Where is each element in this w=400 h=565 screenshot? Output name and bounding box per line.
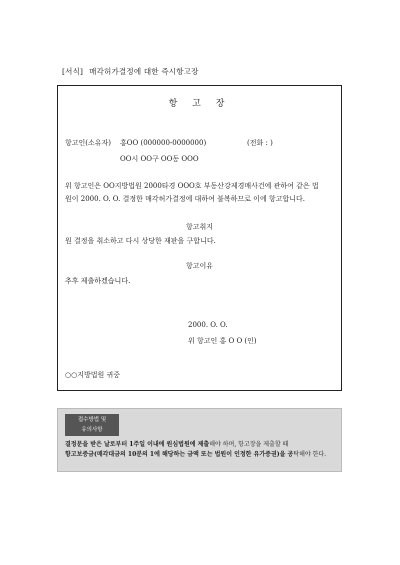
- notice-label: [65, 414, 119, 436]
- notice-text: [65, 440, 337, 460]
- paragraph-line-2: 원이 2000. O. O. 결정한 매각허가결정에 대하여 불복하므로 이에 항고합니다.: [65, 195, 305, 203]
- court-addressee: ○○지방법원 귀중: [65, 371, 121, 379]
- purpose-heading: 항고취지: [185, 223, 214, 231]
- form-title: 항 고 장: [168, 99, 231, 109]
- appellant-address: OO시 OO구 OO동 OOO: [120, 155, 199, 163]
- appeal-form: [57, 85, 342, 391]
- paragraph-line-1: 위 항고인은 OO지방법원 2000타경 OOO호 부동산강제경매사건에 관하여 같은 법: [65, 182, 319, 190]
- caption-bracket: [서식]: [62, 67, 84, 76]
- purpose-text: 원 결정을 취소하고 다시 상당한 재판을 구합니다.: [65, 237, 216, 245]
- notice-box: [57, 408, 342, 472]
- appellant-label: 항고인(소유자): [65, 139, 112, 147]
- appeal-paragraph: [65, 180, 338, 206]
- caption-title: 매각허가결정에 대한 즉시항고장: [89, 67, 199, 76]
- notice-label-line-2: 유의사항: [81, 427, 103, 433]
- notice-bold-1: 결정문을 받은 날로부터 1주일 이내에 원심법원에 제출: [65, 441, 210, 448]
- reason-text: 추후 제출하겠습니다.: [65, 277, 131, 285]
- notice-normal-1: 해야 하며, 항고장을 제출할 때: [209, 441, 289, 448]
- reason-heading: 항고이유: [185, 262, 214, 270]
- signature-line: 위 항고인 홍 O O (인): [188, 337, 257, 345]
- notice-label-line-1: 접수방법 및: [77, 417, 107, 423]
- notice-normal-2: 탁해야 한다.: [293, 451, 327, 458]
- notice-bold-2: 항고보증금(매각대금의 10분의 1에 해당하는 금액 또는 법원이 인정한 유가증권)을 공: [65, 451, 294, 458]
- form-date: 2000. O. O.: [188, 321, 228, 329]
- phone-label: (전화 : ): [247, 139, 273, 147]
- form-caption: [62, 66, 199, 77]
- appellant-name: 홍OO (000000-0000000): [120, 139, 207, 147]
